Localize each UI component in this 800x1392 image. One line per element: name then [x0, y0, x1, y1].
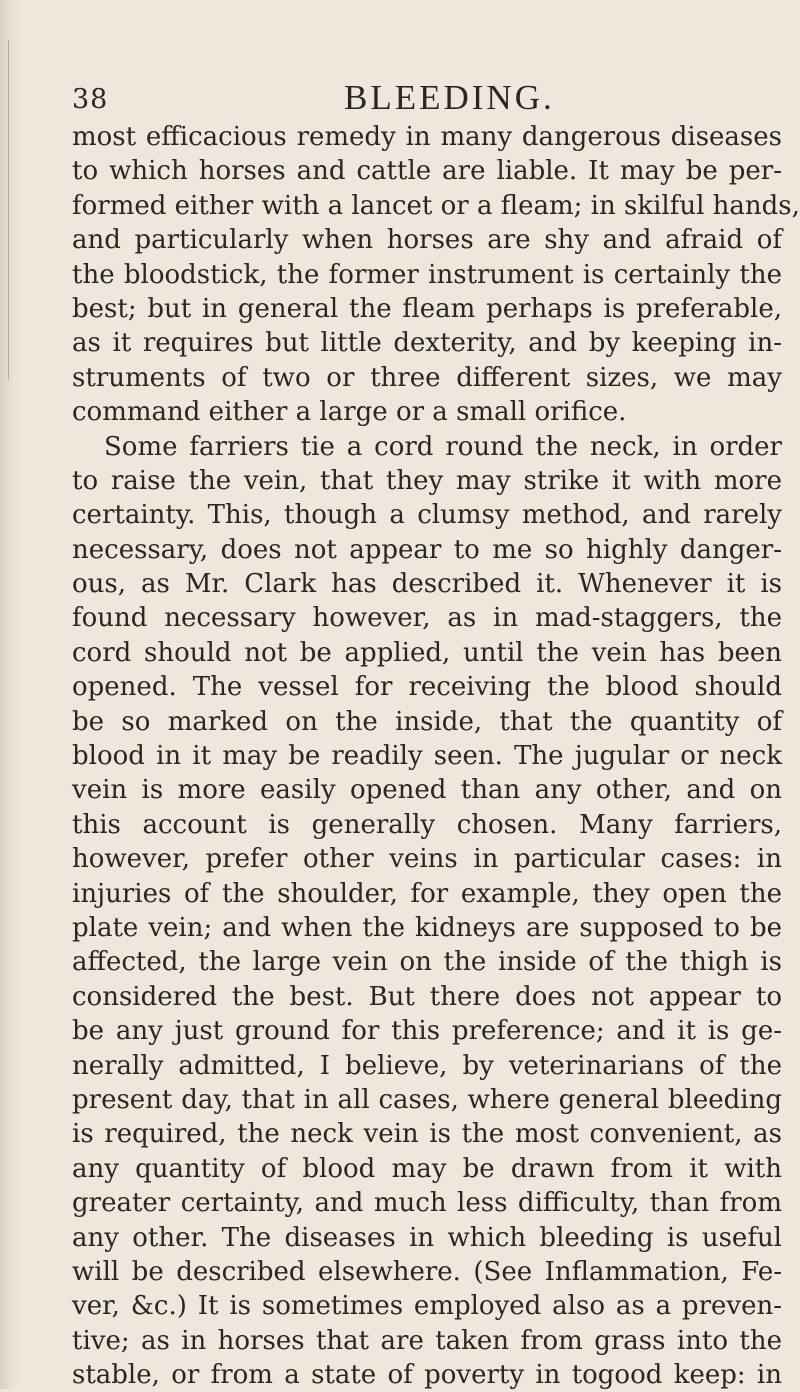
paragraph-start-line: Some farriers tie a cord round the neck, in order: [104, 431, 782, 462]
text-line: nerally admitted, I believe, by veterinarians of the: [72, 1050, 782, 1081]
text-line: found necessary however, as in mad-staggers, the: [72, 603, 782, 634]
text-line: injuries of the shoulder, for example, they open the: [72, 878, 782, 909]
text-line: stable, or from a state of poverty in togood keep: in: [72, 1360, 782, 1391]
page-number: 38: [72, 84, 109, 115]
text-line: opened. The vessel for receiving the blood should: [72, 672, 782, 703]
text-line: any quantity of blood may be drawn from it with: [72, 1153, 782, 1184]
text-line: and particularly when horses are shy and afraid of: [72, 225, 782, 256]
body-text: [72, 120, 800, 1392]
text-line: ous, as Mr. Clark has described it. Whenever it is: [72, 569, 782, 600]
text-line: as it requires but little dexterity, and by keeping in-: [72, 328, 782, 359]
text-line: be any just ground for this preference; and it is ge-: [72, 1016, 782, 1047]
text-line: present day, that in all cases, where general bleeding: [72, 1084, 782, 1115]
text-line: blood in it may be readily seen. The jugular or neck: [72, 741, 782, 772]
text-line: this account is generally chosen. Many farriers,: [72, 809, 782, 840]
text-line: tive; as in horses that are taken from grass into the: [72, 1325, 782, 1356]
text-line: cord should not be applied, until the vein has been: [72, 637, 782, 668]
text-line: to which horses and cattle are liable. It may be per-: [72, 156, 782, 187]
text-line: most efficacious remedy in many dangerous diseases: [72, 122, 782, 152]
gutter-line: [8, 40, 9, 380]
text-line: is required, the neck vein is the most convenient, as: [72, 1119, 782, 1150]
text-line: ver, &c.) It is sometimes employed also as a preven-: [72, 1291, 782, 1322]
text-line: best; but in general the fleam perhaps is preferable,: [72, 293, 782, 324]
text-line: will be described elsewhere. (See Inflammation, Fe-: [72, 1256, 782, 1287]
text-line: greater certainty, and much less difficulty, than from: [72, 1188, 782, 1219]
text-line: the bloodstick, the former instrument is certainly the: [72, 259, 782, 290]
text-line: struments of two or three different sizes, we may: [72, 362, 782, 393]
page-header: [72, 78, 772, 118]
page-gutter: [0, 0, 18, 1389]
text-line: any other. The diseases in which bleeding is useful: [72, 1222, 782, 1253]
text-line: formed either with a lancet or a fleam; in skilful hands,: [72, 190, 800, 221]
text-line: to raise the vein, that they may strike it with more: [72, 465, 782, 496]
text-line: necessary, does not appear to me so highly danger-: [72, 534, 782, 565]
text-line: considered the best. But there does not appear to: [72, 981, 782, 1012]
text-line: be so marked on the inside, that the quantity of: [72, 706, 782, 737]
text-line: however, prefer other veins in particular cases: in: [72, 844, 782, 875]
running-head: BLEEDING.: [344, 78, 555, 117]
text-line: certainty. This, though a clumsy method, and rarely: [72, 500, 782, 531]
text-line: plate vein; and when the kidneys are supposed to be: [72, 912, 782, 943]
text-line: vein is more easily opened than any other, and on: [72, 775, 782, 806]
text-line: command either a large or a small orifice.: [72, 397, 627, 428]
text-line: affected, the large vein on the inside of the thigh is: [72, 947, 782, 978]
